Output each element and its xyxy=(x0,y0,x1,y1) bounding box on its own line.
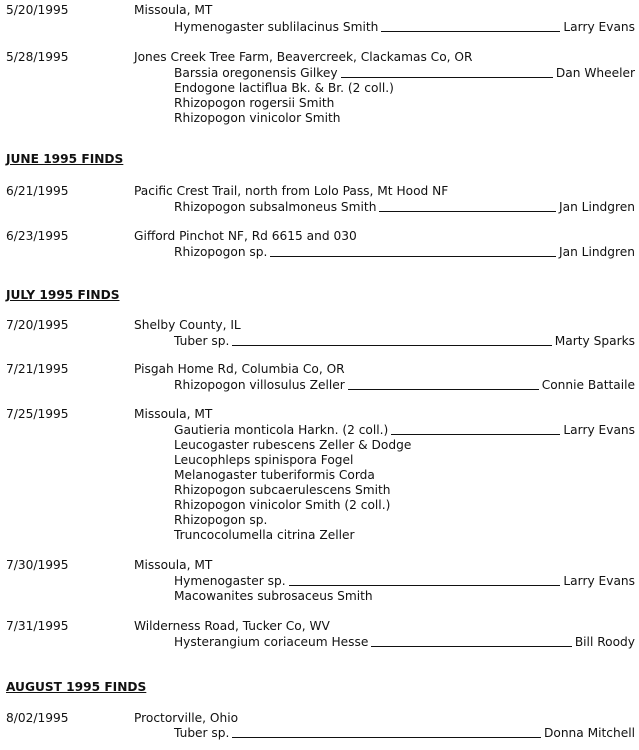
find-row xyxy=(174,726,635,741)
find-row xyxy=(174,528,635,543)
finder-name: Connie Battaile xyxy=(541,378,635,392)
find-row xyxy=(174,453,635,468)
leader-line xyxy=(289,585,561,586)
entry-location: Gifford Pinchot NF, Rd 6615 and 030 xyxy=(134,229,357,243)
taxon-name: Tuber sp. xyxy=(174,726,230,740)
taxon-name: Rhizopogon vinicolor Smith xyxy=(174,111,341,125)
find-row xyxy=(174,483,635,498)
finder-name: Jan Lindgren xyxy=(559,245,635,259)
entry-location: Pisgah Home Rd, Columbia Co, OR xyxy=(134,362,345,376)
taxon-name: Barssia oregonensis Gilkey xyxy=(174,66,338,80)
find-row xyxy=(174,635,635,650)
finder-name: Bill Roody xyxy=(574,635,635,649)
leader-line xyxy=(341,77,553,78)
taxon-name: Endogone lactiflua Bk. & Br. (2 coll.) xyxy=(174,81,394,95)
entry-date: 6/23/1995 xyxy=(6,229,69,243)
entry-date: 5/20/1995 xyxy=(6,3,69,17)
leader-line xyxy=(270,256,556,257)
taxon-name: Rhizopogon vinicolor Smith (2 coll.) xyxy=(174,498,391,512)
entry-location: Shelby County, IL xyxy=(134,318,241,332)
find-row xyxy=(174,378,635,393)
finder-name: Dan Wheeler xyxy=(555,66,635,80)
taxon-name: Rhizopogon subcaerulescens Smith xyxy=(174,483,391,497)
entry-date: 7/25/1995 xyxy=(6,407,69,421)
finder-name: Marty Sparks xyxy=(554,334,635,348)
leader-line xyxy=(381,31,560,32)
section-heading-august: AUGUST 1995 FINDS xyxy=(6,680,147,694)
finder-name: Jan Lindgren xyxy=(559,200,635,214)
entry-location: Pacific Crest Trail, north from Lolo Pass, Mt Hood NF xyxy=(134,184,449,198)
finder-name: Larry Evans xyxy=(563,574,635,588)
section-heading-july: JULY 1995 FINDS xyxy=(6,288,120,302)
taxon-name: Macowanites subrosaceus Smith xyxy=(174,589,373,603)
taxon-name: Hymenogaster sublilacinus Smith xyxy=(174,20,379,34)
entry-location: Proctorville, Ohio xyxy=(134,711,239,725)
taxon-name: Truncocolumella citrina Zeller xyxy=(174,528,355,542)
finder-name: Larry Evans xyxy=(563,20,635,34)
taxon-name: Melanogaster tuberiformis Corda xyxy=(174,468,375,482)
leader-line xyxy=(232,345,551,346)
entry-location: Missoula, MT xyxy=(134,558,213,572)
taxon-name: Rhizopogon sp. xyxy=(174,513,268,527)
section-heading-june: JUNE 1995 FINDS xyxy=(6,152,124,166)
entry-location: Wilderness Road, Tucker Co, WV xyxy=(134,619,330,633)
taxon-name: Leucogaster rubescens Zeller & Dodge xyxy=(174,438,412,452)
entry-location: Missoula, MT xyxy=(134,3,213,17)
taxon-name: Hymenogaster sp. xyxy=(174,574,286,588)
entry-date: 8/02/1995 xyxy=(6,711,69,725)
find-row xyxy=(174,513,635,528)
find-row xyxy=(174,81,635,96)
taxon-name: Tuber sp. xyxy=(174,334,230,348)
entry-date: 7/20/1995 xyxy=(6,318,69,332)
entry-location: Missoula, MT xyxy=(134,407,213,421)
taxon-name: Hysterangium coriaceum Hesse xyxy=(174,635,369,649)
taxon-name: Gautieria monticola Harkn. (2 coll.) xyxy=(174,423,389,437)
find-row xyxy=(174,498,635,513)
find-row xyxy=(174,438,635,453)
leader-line xyxy=(232,737,541,738)
taxon-name: Leucophleps spinispora Fogel xyxy=(174,453,354,467)
taxon-name: Rhizopogon subsalmoneus Smith xyxy=(174,200,377,214)
entry-date: 7/30/1995 xyxy=(6,558,69,572)
find-row xyxy=(174,20,635,35)
taxon-name: Rhizopogon rogersii Smith xyxy=(174,96,335,110)
find-row xyxy=(174,574,635,589)
find-row xyxy=(174,245,635,260)
find-row xyxy=(174,423,635,438)
taxon-name: Rhizopogon villosulus Zeller xyxy=(174,378,345,392)
leader-line xyxy=(348,389,539,390)
entry-location: Jones Creek Tree Farm, Beavercreek, Clackamas Co, OR xyxy=(134,50,473,64)
find-row xyxy=(174,96,635,111)
finder-name: Donna Mitchell xyxy=(543,726,635,740)
leader-line xyxy=(379,211,556,212)
entry-date: 7/21/1995 xyxy=(6,362,69,376)
find-row xyxy=(174,111,635,126)
entry-date: 6/21/1995 xyxy=(6,184,69,198)
find-row xyxy=(174,200,635,215)
leader-line xyxy=(371,646,571,647)
leader-line xyxy=(391,434,560,435)
taxon-name: Rhizopogon sp. xyxy=(174,245,268,259)
find-row xyxy=(174,589,635,604)
finder-name: Larry Evans xyxy=(563,423,635,437)
find-row xyxy=(174,66,635,81)
find-row xyxy=(174,334,635,349)
entry-date: 7/31/1995 xyxy=(6,619,69,633)
entry-date: 5/28/1995 xyxy=(6,50,69,64)
find-row xyxy=(174,468,635,483)
